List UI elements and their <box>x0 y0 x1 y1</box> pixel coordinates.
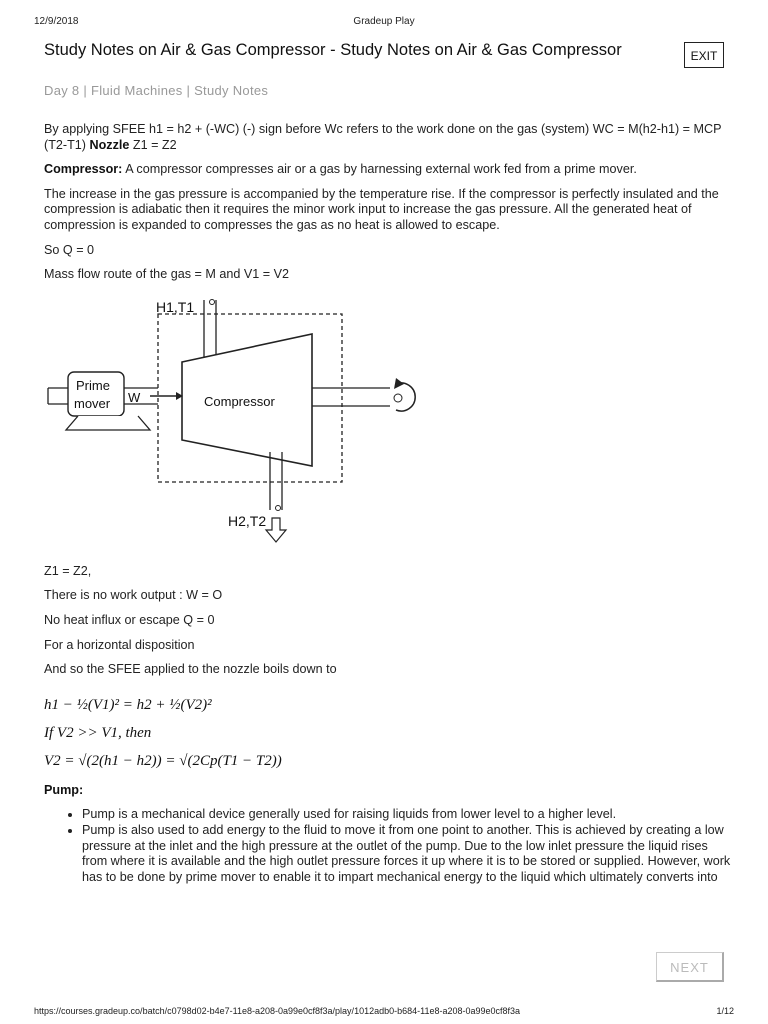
compressor-heading: Compressor: <box>44 162 123 177</box>
print-url: https://courses.gradeup.co/batch/c0798d02-b4e7-11e8-a208-0a99e0cf8f3a/play/1012adb0-b684-11e8-a208-0a99e0cf8f3a <box>34 1006 521 1016</box>
pump-list <box>44 807 734 885</box>
shaft-marker <box>394 394 402 402</box>
compressor-diagram <box>44 292 424 550</box>
paragraph-sfee: By applying SFEE h1 = h2 + (-WC) (-) sign before Wc refers to the work done on the gas (system) WC = M(h2-h1) = MCP (T2-T1) Nozzle Z1 = Z2 <box>44 122 722 152</box>
paragraph-no-work: There is no work output : W = O <box>44 588 223 603</box>
next-button[interactable]: NEXT <box>656 952 724 982</box>
outlet-arrow <box>266 518 286 542</box>
exit-button[interactable]: EXIT <box>684 42 724 68</box>
rotation-arrow <box>396 383 415 411</box>
paragraph-z: Z1 = Z2, <box>44 563 92 578</box>
inlet-label: H1,T1 <box>156 298 195 315</box>
page-number: 1/12 <box>716 1006 734 1016</box>
equation-condition: If V2 >> V1, then <box>44 724 152 741</box>
outlet-marker <box>276 505 281 510</box>
equation-energy: h1 − ½(V1)² = h2 + ½(V2)² <box>44 696 212 713</box>
paragraph-mass-flow: Mass flow route of the gas = M and V1 = V2 <box>44 267 290 282</box>
paragraph-nozzle-sfee: And so the SFEE applied to the nozzle boils down to <box>44 662 337 677</box>
page-title: Study Notes on Air & Gas Compressor - Study Notes on Air & Gas Compressor <box>44 41 622 59</box>
inlet-marker <box>210 299 215 304</box>
paragraph-pressure: The increase in the gas pressure is accompanied by the temperature rise. If the compressor is perfectly insulated and the compression is adiabatic then it requires the minor work input to increase the gas pressure. All the generated heat of compression is expanded to compresses the gas as no heat is allowed to escape. <box>44 186 719 232</box>
pump-heading: Pump: <box>44 782 84 797</box>
list-item: • Pump is also used to add energy to the fluid to move it from one point to another. This is achieved by creating a low pressure at the inlet and the high pressure at the outlet of the pump. Due to the low inlet pressure the liquid rises from where it is available and the high outlet pressure forces it up where it is to be stored or supplied. However, work has to be done by prime mover to enable it to impart mechanical energy to the liquid which ultimately converts into <box>82 823 734 885</box>
rotation-arrowhead <box>394 378 404 389</box>
work-label: W <box>128 389 141 405</box>
scroll-fade <box>0 934 768 956</box>
print-date: 12/9/2018 <box>34 16 79 27</box>
nozzle-bold: Nozzle <box>89 137 130 152</box>
article-content <box>44 122 734 885</box>
list-item: • Pump is a mechanical device generally used for raising liquids from lower level to a higher level. <box>82 807 734 823</box>
mover-label: mover <box>74 395 111 411</box>
breadcrumb: Day 8 | Fluid Machines | Study Notes <box>44 83 269 98</box>
outlet-label: H2,T2 <box>228 512 267 529</box>
compressor-label: Compressor <box>204 393 275 409</box>
paragraph-compressor: Compressor: A compressor compresses air or a gas by harnessing external work fed from a prime mover. <box>44 162 637 177</box>
paragraph-horizontal: For a horizontal disposition <box>44 637 195 652</box>
equation-velocity: V2 = √(2(h1 − h2)) = √(2Cp(T1 − T2)) <box>44 752 282 769</box>
paragraph-q-zero: So Q = 0 <box>44 242 95 257</box>
prime-label: Prime <box>76 377 110 393</box>
prime-mover-base <box>66 416 150 430</box>
paragraph-no-heat: No heat influx or escape Q = 0 <box>44 612 215 627</box>
nozzle-equations <box>44 687 304 779</box>
print-title: Gradeup Play <box>353 16 415 27</box>
